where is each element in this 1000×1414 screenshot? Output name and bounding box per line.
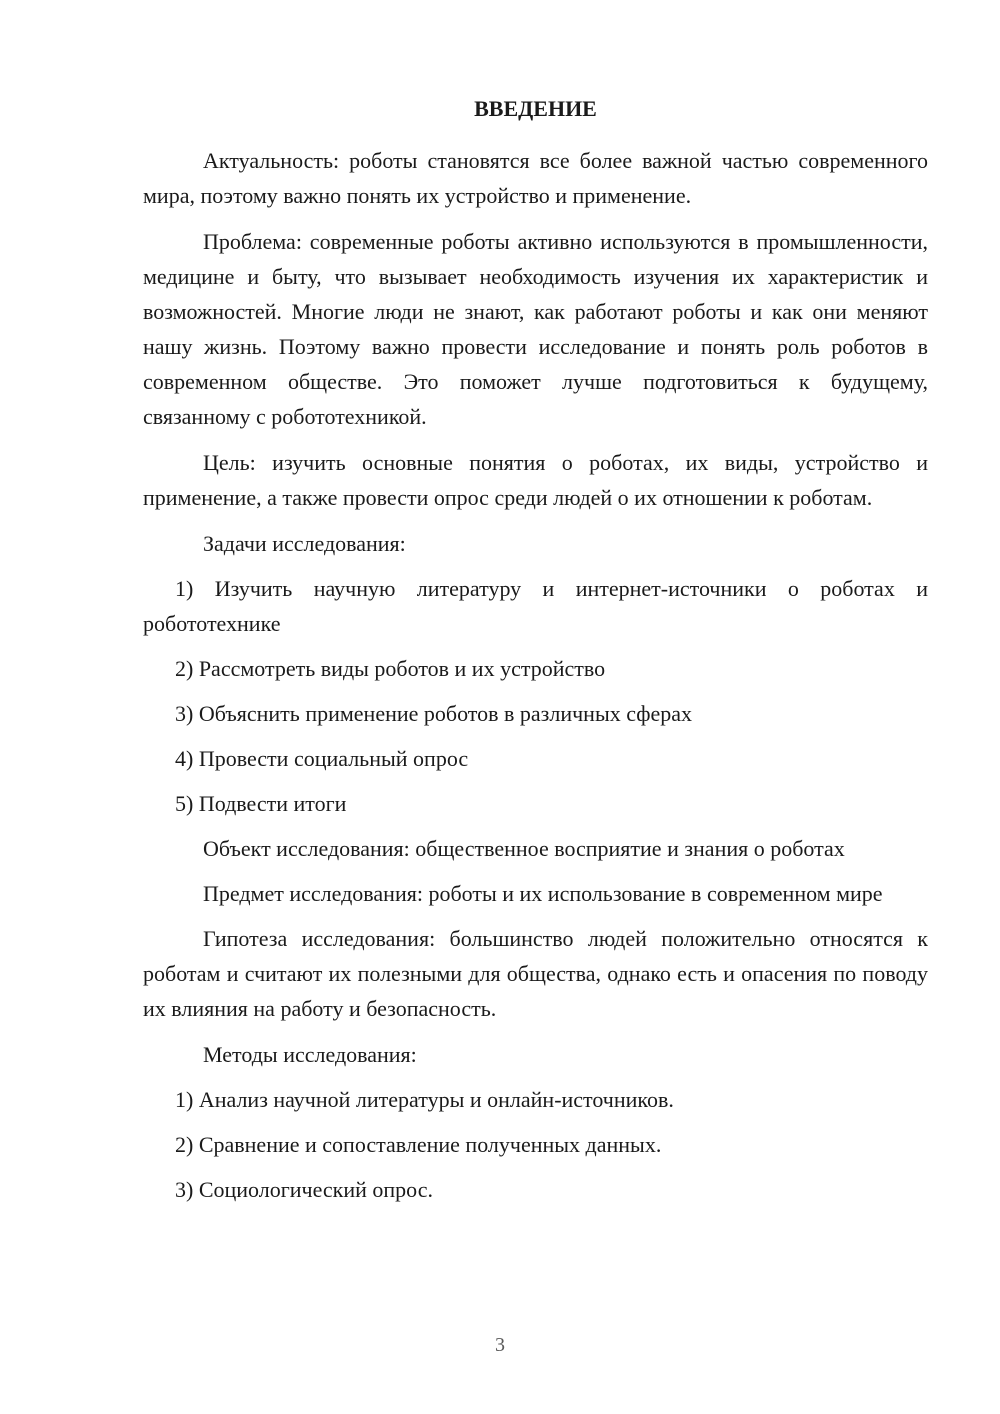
method-item-1: 1) Анализ научной литературы и онлайн-источников. (175, 1087, 674, 1112)
page-number: 3 (495, 1334, 505, 1356)
task-item-2: 2) Рассмотреть виды роботов и их устройство (175, 656, 606, 681)
task-item-3: 3) Объяснить применение роботов в различных сферах (175, 701, 693, 726)
paragraph-relevance: Актуальность: роботы становятся все более важной частью современного мира, поэтому важно понять их устройство и применение. (143, 148, 928, 208)
method-item-2: 2) Сравнение и сопоставление полученных данных. (175, 1132, 662, 1157)
section-heading: ВВЕДЕНИЕ (474, 96, 597, 121)
task-item-1: 1) Изучить научную литературу и интернет-источники о роботах и робототехнике (143, 576, 928, 636)
methods-title: Методы исследования: (203, 1042, 417, 1067)
paragraph-goal: Цель: изучить основные понятия о роботах, их виды, устройство и применение, а также провести опрос среди людей о их отношении к роботам. (143, 450, 928, 510)
method-item-3: 3) Социологический опрос. (175, 1177, 433, 1202)
paragraph-problem: Проблема: современные роботы активно используются в промышленности, медицине и быту, что вызывает необходимость изучения их характеристик и возможностей. Многие люди не знают, как работают роботы и как они меняют нашу жизнь. Поэтому важно провести исследование и понять роль роботов в современном обществе. Это поможет лучше подготовиться к будущему, связанному с робототехникой. (143, 229, 928, 429)
paragraph-object: Объект исследования: общественное восприятие и знания о роботах (203, 836, 845, 861)
task-item-5: 5) Подвести итоги (175, 791, 347, 816)
tasks-title: Задачи исследования: (203, 531, 406, 556)
paragraph-hypothesis: Гипотеза исследования: большинство людей положительно относятся к роботам и считают их полезными для общества, однако есть и опасения по поводу их влияния на работу и безопасность. (143, 926, 928, 1021)
document-page (143, 92, 928, 1207)
paragraph-subject: Предмет исследования: роботы и их использование в современном мире (203, 881, 883, 906)
task-item-4: 4) Провести социальный опрос (175, 746, 469, 771)
